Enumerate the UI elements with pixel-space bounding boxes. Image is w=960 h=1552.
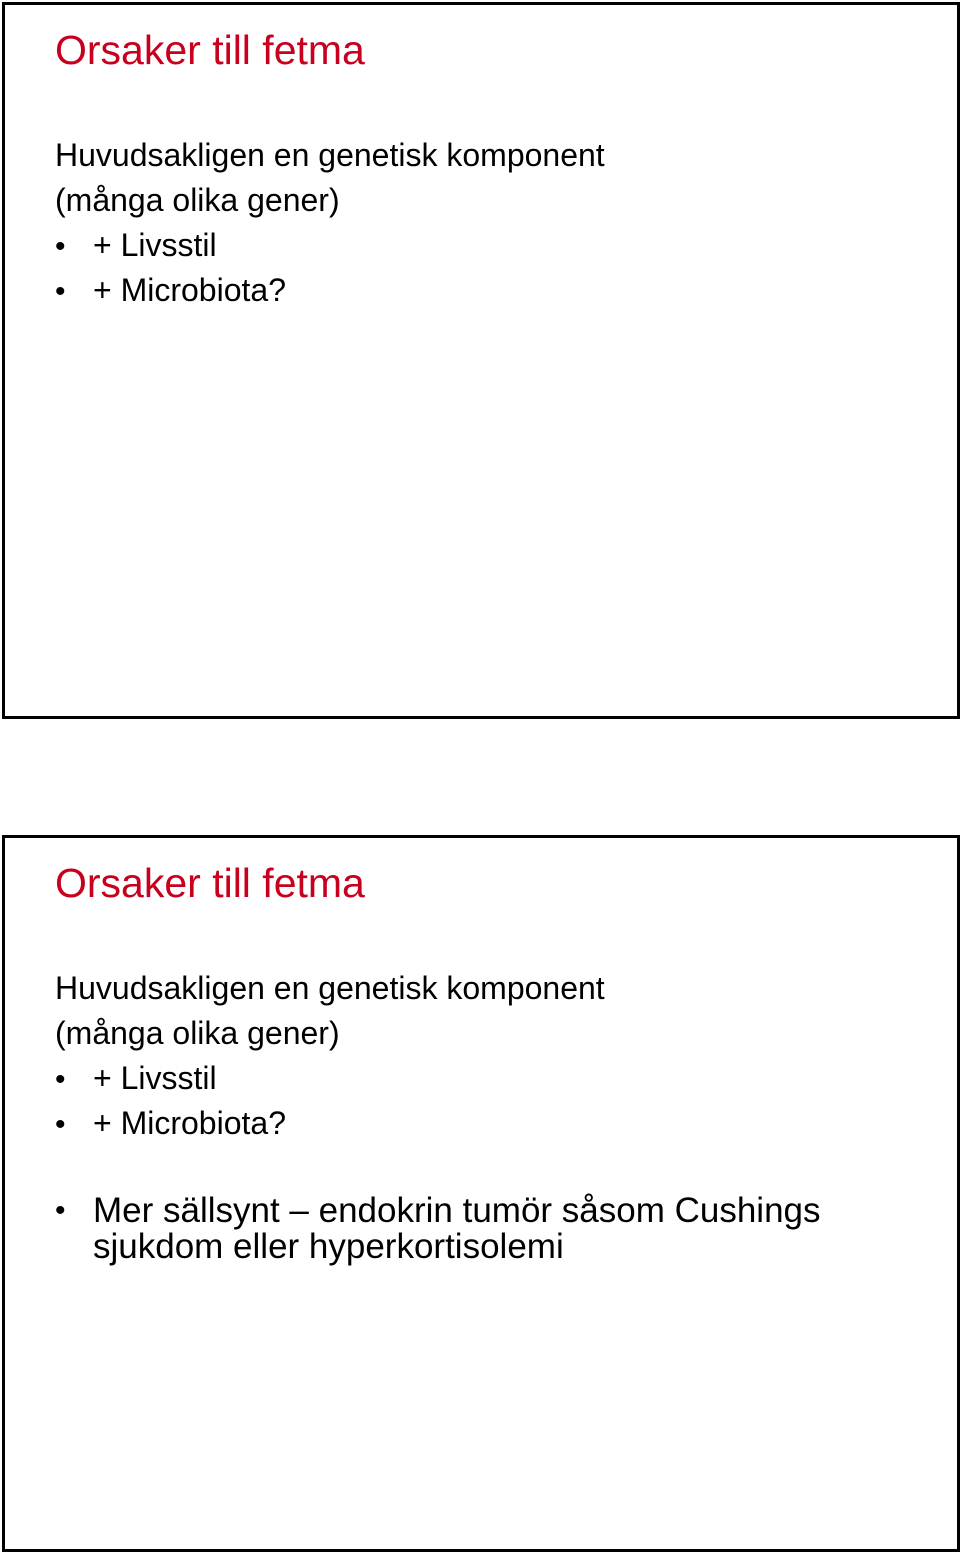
list-item-line: sjukdom eller hyperkortisolemi (93, 1227, 564, 1266)
list-item (55, 1104, 286, 1144)
slide-title: Orsaker till fetma (55, 860, 365, 906)
bullet-icon: • (55, 230, 66, 263)
list-item-text: + Microbiota? (93, 272, 286, 308)
bullet-icon: • (55, 1194, 66, 1227)
list-item (55, 1193, 821, 1265)
list-item-text: + Microbiota? (93, 1105, 286, 1141)
bullet-icon: • (55, 275, 66, 308)
body-line: Huvudsakligen en genetisk komponent (55, 970, 605, 1006)
body-line: (många olika gener) (55, 182, 340, 218)
list-item-text (93, 1193, 821, 1265)
list-item (55, 1059, 217, 1099)
body-line: (många olika gener) (55, 1015, 340, 1051)
bullet-icon: • (55, 1108, 66, 1141)
list-item-text: + Livsstil (93, 1060, 217, 1096)
bullet-icon: • (55, 1063, 66, 1096)
slide-1 (2, 2, 960, 719)
list-item-line: Mer sällsynt – endokrin tumör såsom Cushings (93, 1191, 821, 1230)
slide-2 (2, 835, 960, 1552)
slide-title: Orsaker till fetma (55, 27, 365, 73)
list-item-text: + Livsstil (93, 227, 217, 263)
list-item (55, 226, 217, 266)
list-item (55, 271, 286, 311)
body-line: Huvudsakligen en genetisk komponent (55, 137, 605, 173)
